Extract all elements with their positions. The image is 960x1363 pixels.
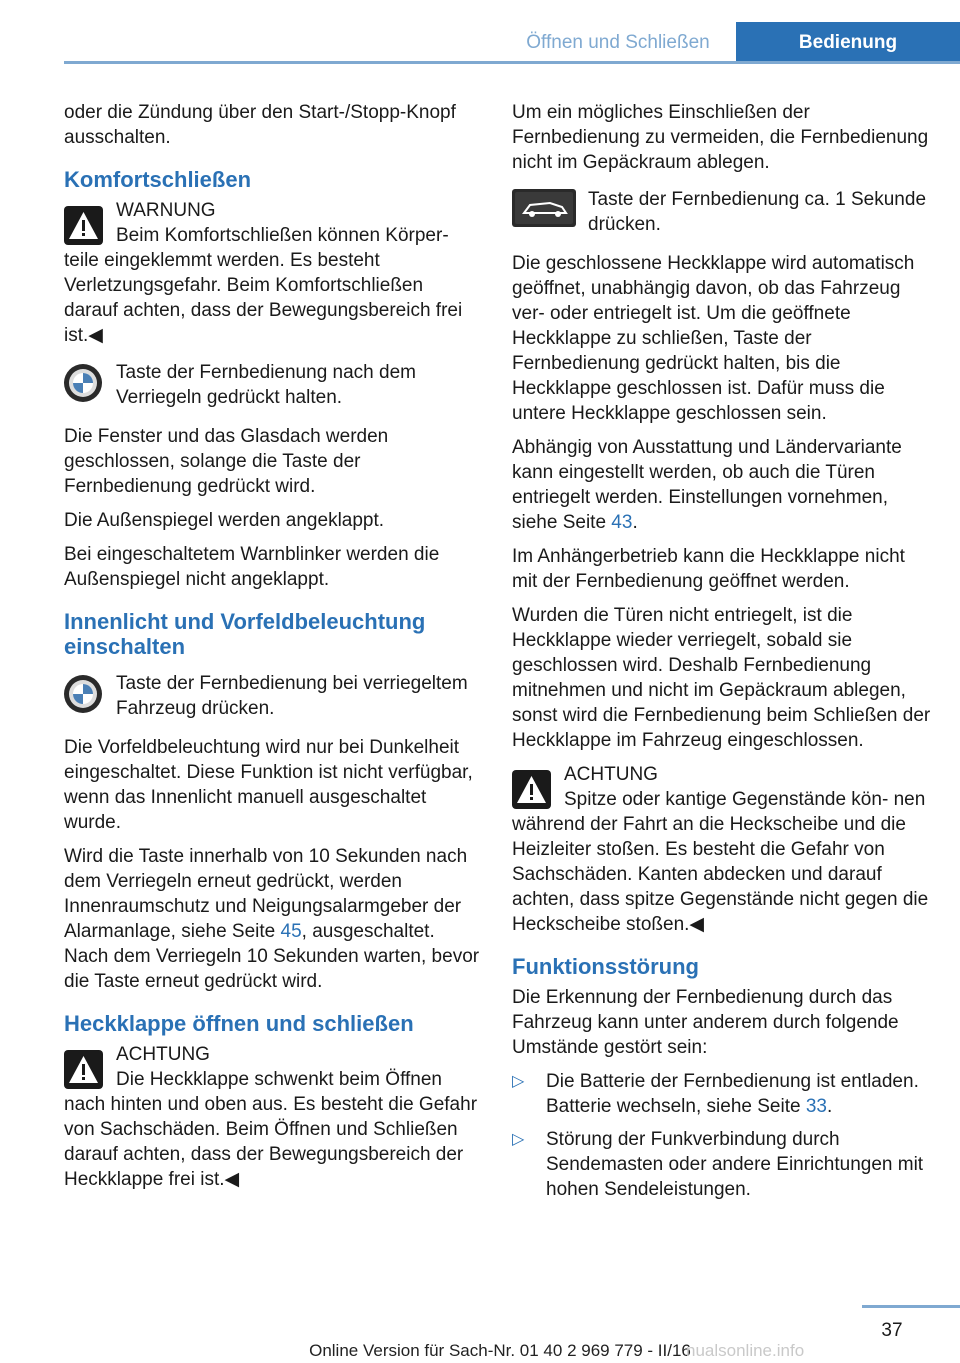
key-instruction-text: Taste der Fernbedienung ca. 1 Sekunde drücken. <box>588 189 927 235</box>
page-link-45[interactable]: 45 <box>280 921 302 942</box>
page-number: 37 <box>881 1320 903 1341</box>
warning-triangle-icon <box>64 206 103 245</box>
watermark-text: nualsonline.info <box>686 1341 805 1360</box>
paragraph: Um ein mögliches Einschließen der Fernbedienung zu vermeiden, die Fernbedienung nicht im Gepäckraum ablegen. <box>512 102 929 173</box>
paragraph <box>512 435 932 535</box>
key-instruction-text: Taste der Fernbedienung bei verriegeltem Fahrzeug drücken. <box>116 673 468 719</box>
paragraph-text: Abhängig von Ausstattung und Ländervariante kann eingestellt werden, ob auch die Türen entriegelt werden. Einstellungen vornehmen, siehe Seite <box>512 437 902 533</box>
left-column <box>64 100 480 1202</box>
bmw-key-button-icon <box>64 675 102 713</box>
warning-text-first-line: Beim Komfortschließen können Körper- <box>116 225 449 246</box>
header-chapter-tab: Bedienung <box>736 22 960 64</box>
list-item <box>512 1127 932 1202</box>
caution-text-first-line: Spitze oder kantige Gegenstände kön- <box>564 789 889 810</box>
paragraph-text: Wird die Taste innerhalb von 10 Sekunden nach dem Verriegeln erneut gedrückt, werden Innenraumschutz und Neigungsalarmgeber der Alarmanlage, siehe Seite <box>64 846 468 942</box>
header-section-title: Öffnen und Schließen <box>526 32 710 53</box>
bullet-list <box>512 1069 932 1202</box>
paragraph: Die geschlossene Heckklappe wird automatisch geöffnet, unabhängig davon, ob das Fahrzeug ver- oder entriegelt ist. Um die geöffnete Heckklappe zu schließen, Taste der Fernbedienung gedrückt halten, bis die Heckklappe geschlossen ist. Dafür muss die untere Heckklappe geschlossen sein. <box>512 253 915 424</box>
warning-text-rest: teile eingeklemmt werden. Es besteht Verletzungsgefahr. Beim Komfortschließen darauf achten, dass der Bewegungsbereich frei ist.◀ <box>64 250 463 346</box>
warning-title: WARNUNG <box>116 200 216 221</box>
heading-funktionsstoerung: Funktionsstörung <box>512 954 699 979</box>
key-instruction <box>64 360 480 410</box>
paragraph-text: , ausgeschaltet. Nach dem Verriegeln 10 Sekunden warten, bevor die Taste erneut gedrückt wird. <box>64 921 480 992</box>
caution-text <box>64 1067 480 1192</box>
caution-block <box>512 762 932 937</box>
heading-innenlicht: Innenlicht und Vorfeldbeleuchtung einschalten <box>64 609 426 659</box>
paragraph-text: . <box>632 512 638 533</box>
warning-text <box>64 223 480 348</box>
list-item <box>512 1069 932 1119</box>
paragraph: Im Anhängerbetrieb kann die Heckklappe nicht mit der Fernbedienung geöffnet werden. <box>512 546 905 592</box>
intro-paragraph: oder die Zündung über den Start-/Stopp-Knopf ausschalten. <box>64 102 456 148</box>
list-item-text: . <box>826 1096 833 1117</box>
paragraph: Die Außenspiegel werden angeklappt. <box>64 510 385 531</box>
list-item-text: Die Batterie der Fernbedienung ist entladen. Batterie wechseln, siehe Seite <box>546 1071 919 1117</box>
key-instruction-text: Taste der Fernbedienung nach dem Verriegeln gedrückt halten. <box>116 362 416 408</box>
page-link-43[interactable]: 43 <box>611 512 633 533</box>
key-instruction <box>512 187 932 237</box>
paragraph: Die Fenster und das Glasdach werden geschlossen, solange die Taste der Fernbedienung gedrückt wird. <box>64 426 389 497</box>
warning-triangle-icon <box>512 770 551 809</box>
heading-komfortschliessen: Komfortschließen <box>64 167 252 192</box>
bmw-key-button-icon <box>64 364 102 402</box>
caution-text-first-line: Die Heckklappe schwenkt beim Öffnen <box>116 1069 442 1090</box>
triangle-bullet-icon: ▷ <box>512 1073 525 1090</box>
paragraph <box>64 844 480 994</box>
caution-text-rest: nen während der Fahrt an die Heckscheibe und die Heizleiter stoßen. Es besteht die Gefahr von Sachschäden. Kanten abdecken und darauf achten, dass spitze Gegenstände nicht gegen die Heckscheibe stoßen.◀ <box>512 789 929 935</box>
page-link-33[interactable]: 33 <box>805 1096 827 1117</box>
footer-rule <box>862 1305 960 1308</box>
warning-block <box>64 198 480 348</box>
caution-title: ACHTUNG <box>116 1044 210 1065</box>
paragraph: Wurden die Türen nicht entriegelt, ist die Heckklappe wieder verriegelt, sobald sie geschlossen wird. Deshalb Fernbedienung mitnehmen und nicht im Gepäckraum ablegen, sonst wird die Fernbedienung beim Schließen der Heckklappe im Fahrzeug eingeschlossen. <box>512 605 931 751</box>
right-column <box>512 100 932 1210</box>
triangle-bullet-icon: ▷ <box>512 1131 525 1148</box>
caution-block <box>64 1042 480 1192</box>
caution-title: ACHTUNG <box>564 764 658 785</box>
paragraph: Die Erkennung der Fernbedienung durch das Fahrzeug kann unter anderem durch folgende Umstände gestört sein: <box>512 987 899 1058</box>
paragraph: Die Vorfeldbeleuchtung wird nur bei Dunkelheit eingeschaltet. Diese Funktion ist nicht verfügbar, wenn das Innenlicht manuell ausgeschaltet wurde. <box>64 737 473 833</box>
caution-text-rest: nach hinten und oben aus. Es besteht die Gefahr von Sachschäden. Beim Öffnen und Schließen darauf achten, dass der Bewegungsbereich der Heckklappe frei ist.◀ <box>64 1094 478 1190</box>
key-instruction <box>64 671 480 721</box>
warning-triangle-icon <box>64 1050 103 1089</box>
paragraph: Bei eingeschaltetem Warnblinker werden die Außenspiegel nicht angeklappt. <box>64 544 440 590</box>
trunk-key-button-icon <box>512 189 576 227</box>
heading-heckklappe: Heckklappe öffnen und schließen <box>64 1011 414 1036</box>
footer-version-text: Online Version für Sach-Nr. 01 40 2 969 779 - II/16 <box>309 1341 691 1360</box>
header-rule <box>64 61 960 64</box>
list-item-text: Störung der Funkverbindung durch Sendemasten oder andere Einrichtungen mit hohen Sendeleistungen. <box>546 1129 924 1200</box>
caution-text <box>512 787 932 937</box>
